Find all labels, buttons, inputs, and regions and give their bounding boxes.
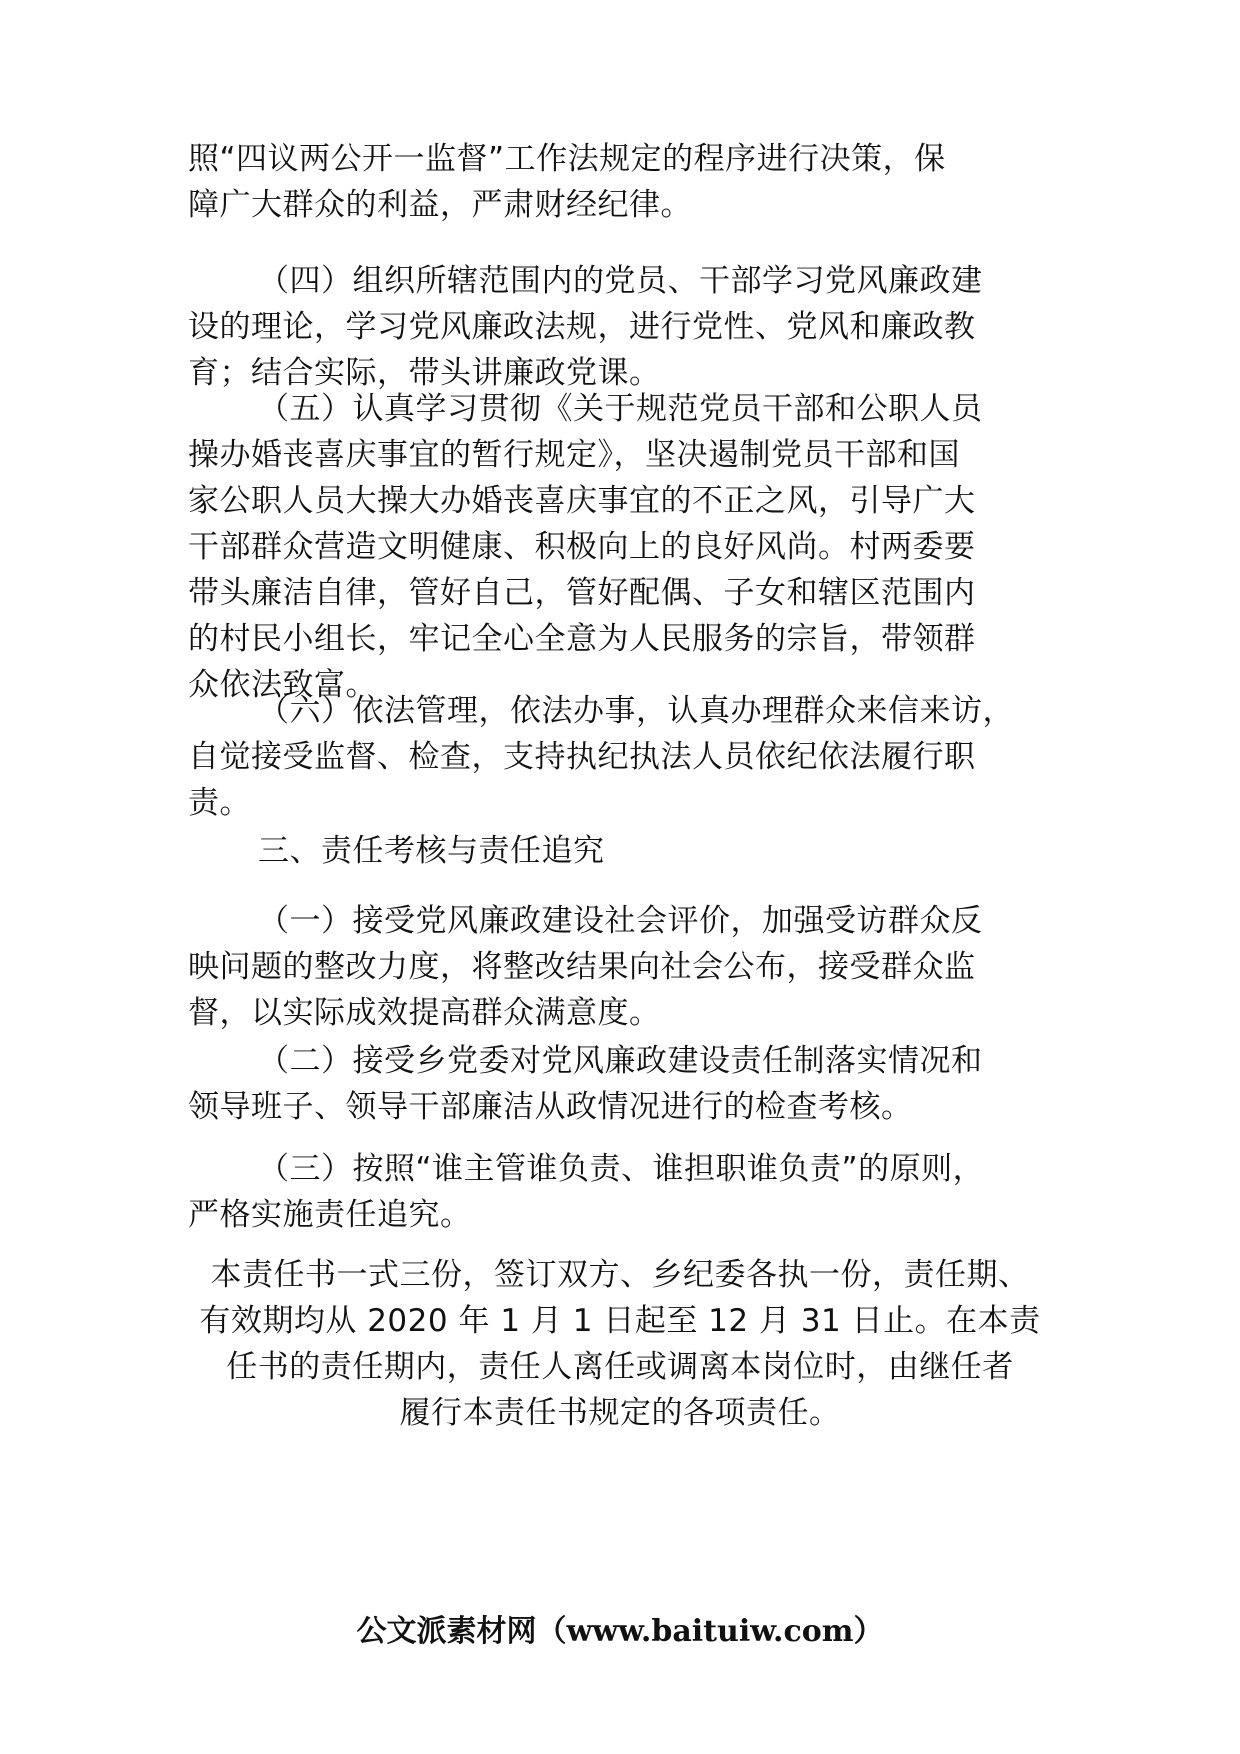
text-line: 本责任书一式三份，签订双方、乡纪委各执一份，责任期、 [210,1257,1030,1293]
paragraph-item-4 [188,258,1068,396]
text-line: 操办婚丧喜庆事宜的暂行规定》，坚决遏制党员干部和国 [188,437,960,473]
text-line: 有效期均从 2020 年 1 月 1 日起至 12 月 31 日止。在本责 [199,1303,1041,1339]
section-heading [188,828,1068,874]
text-line: 照“四议两公开一监督”工作法规定的程序进行决策，保 [188,141,946,177]
text-line: 干部群众营造文明健康、积极向上的良好风尚。村两委要 [188,529,976,565]
text-line: 自觉接受监督、检查，支持执纪执法人员依纪依法履行职 [188,739,976,775]
heading-text: 三、责任考核与责任追究 [258,833,605,869]
text-line: （五）认真学习贯彻《关于规范党员干部和公职人员 [258,391,983,427]
text-line: 严格实施责任追究。 [188,1197,472,1233]
text-line: 设的理论，学习党风廉政法规，进行党性、党风和廉政教 [188,309,976,345]
text-line: 履行本责任书规定的各项责任。 [399,1395,841,1431]
text-line: 育；结合实际，带头讲廉政党课。 [188,355,661,391]
text-line: （一）接受党风廉政建设社会评价，加强受访群众反 [258,903,983,939]
text-line: 的村民小组长，牢记全心全意为人民服务的宗旨，带领群 [188,621,976,657]
text-line: （四）组织所辖范围内的党员、干部学习党风廉政建 [258,263,983,299]
paragraph-item-2 [188,1038,1068,1130]
text-line: 众依法致富。 [188,667,377,703]
paragraph-decision-procedure [188,136,1068,228]
paragraph-item-3 [188,1146,1068,1238]
text-line: 领导班子、领导干部廉洁从政情况进行的检查考核。 [188,1089,913,1125]
text-line: （六）依法管理，依法办事，认真办理群众来信来访， [258,693,1014,729]
text-line: 任书的责任期内，责任人离任或调离本岗位时，由继任者 [226,1349,1014,1385]
text-line: 障广大群众的利益，严肃财经纪律。 [188,187,692,223]
text-line: 责。 [188,785,251,821]
footer-source: 公文派素材网（www.baituiw.com） [356,1614,884,1649]
text-line: （三）按照“谁主管谁负责、谁担职谁负责”的原则， [258,1151,985,1187]
closing-statement [150,1252,1090,1436]
text-line: 家公职人员大操大办婚丧喜庆事宜的不正之风，引导广大 [188,483,976,519]
text-line: （二）接受乡党委对党风廉政建设责任制落实情况和 [258,1043,983,1079]
paragraph-item-5 [188,386,1068,708]
text-line: 映问题的整改力度，将整改结果向社会公布，接受群众监 [188,949,976,985]
text-line: 督，以实际成效提高群众满意度。 [188,995,661,1031]
text-line: 带头廉洁自律，管好自己，管好配偶、子女和辖区范围内 [188,575,976,611]
paragraph-item-1 [188,898,1068,1036]
paragraph-item-6 [188,688,1068,826]
